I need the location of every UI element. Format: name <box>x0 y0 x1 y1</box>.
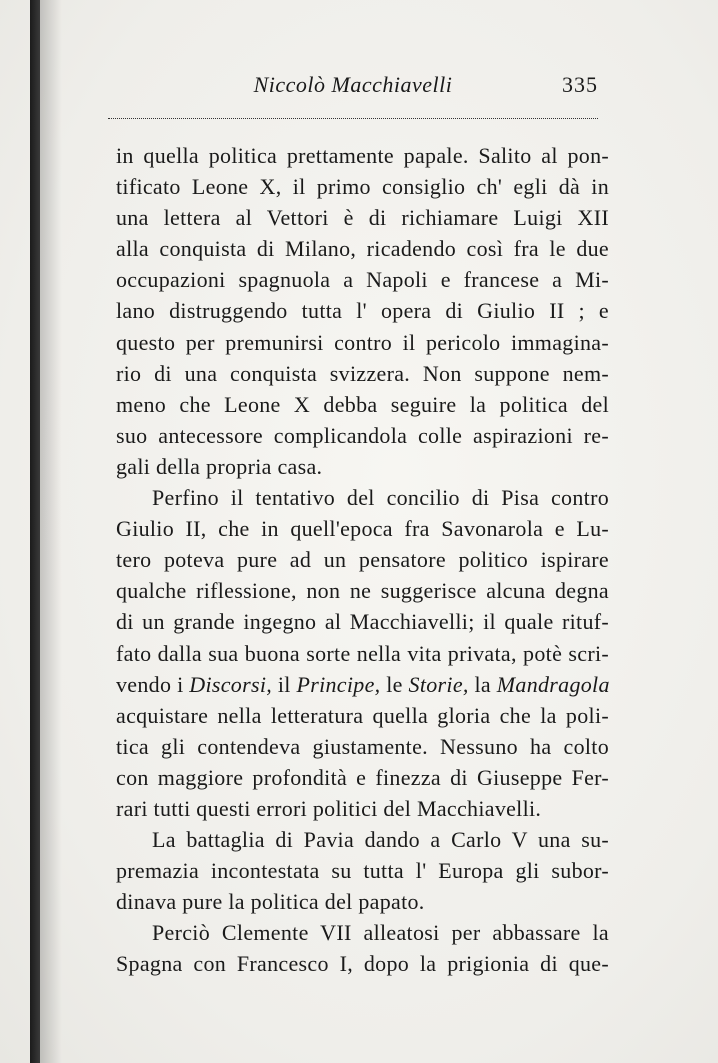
text-line: in quella politica prettamente papale. Salito al pon- <box>116 143 609 168</box>
header-divider <box>108 118 598 119</box>
title-storie: Storie, <box>408 671 469 697</box>
text-line: qualche riflessione, non ne suggerisce alcuna degna <box>116 578 609 604</box>
text-line: una lettera al Vettori è di richiamare Luigi XII <box>116 205 609 231</box>
text-line: con maggiore profondità e finezza di Giuseppe Fer- <box>116 764 609 790</box>
text-line: dinava pure la politica del papato. <box>116 889 425 915</box>
running-title: Niccolò Macchiavelli <box>253 72 453 97</box>
text-line: Spagna con Francesco I, dopo la prigionia di que- <box>116 951 609 977</box>
text-line: fato dalla sua buona sorte nella vita privata, potè scri- <box>116 640 609 666</box>
text-line: rio di una conquista svizzera. Non suppone nem- <box>116 360 609 386</box>
book-binding-edge <box>30 0 40 1063</box>
page-header <box>108 72 598 106</box>
text-line: rari tutti questi errori politici del Macchiavelli. <box>116 795 542 821</box>
text-line-with-titles <box>116 669 609 700</box>
text-line: occupazioni spagnuola a Napoli e francese a Mi- <box>116 267 609 293</box>
body-text <box>116 140 609 980</box>
text-line: suo antecessore complicandola colle aspirazioni re- <box>116 422 609 448</box>
text-line: acquistare nella letteratura quella gloria che la poli- <box>116 702 609 728</box>
text-line: questo per premunirsi contro il pericolo immagina- <box>116 329 609 355</box>
page-number: 335 <box>562 72 598 97</box>
text-line: Giulio II, che in quell'epoca fra Savonarola e Lu- <box>116 516 609 542</box>
text-line: tica gli contendeva giustamente. Nessuno ha colto <box>116 733 609 759</box>
line-mid: le <box>380 671 409 697</box>
text-line: di un grande ingegno al Macchiavelli; il quale rituf- <box>116 609 609 635</box>
title-principe: Principe, <box>296 671 381 697</box>
title-discorsi: Discorsi, <box>189 671 273 697</box>
text-line: Perciò Clemente VII alleatosi per abbassare la <box>152 920 609 946</box>
text-line: alla conquista di Milano, ricadendo così fra le due <box>116 236 609 262</box>
line-mid: il <box>272 671 297 697</box>
text-line: La battaglia di Pavia dando a Carlo V una su- <box>152 827 609 853</box>
title-mandragola: Mandragola <box>496 671 610 697</box>
text-line: Perfino il tentativo del concilio di Pisa contro <box>152 485 609 511</box>
text-line: tificato Leone X, il primo consiglio ch' egli dà in <box>116 174 609 200</box>
text-line: meno che Leone X debba seguire la politica del <box>116 391 609 417</box>
text-line: tero poteva pure ad un pensatore politico ispirare <box>116 547 609 573</box>
text-line: gali della propria casa. <box>116 453 323 479</box>
line-mid: la <box>468 671 497 697</box>
text-line: premazia incontestata su tutta l' Europa gli subor- <box>116 858 609 884</box>
binding-shadow <box>40 0 62 1063</box>
line-prefix: vendo i <box>116 671 190 697</box>
text-line: lano distruggendo tutta l' opera di Giulio II ; e <box>116 298 609 324</box>
